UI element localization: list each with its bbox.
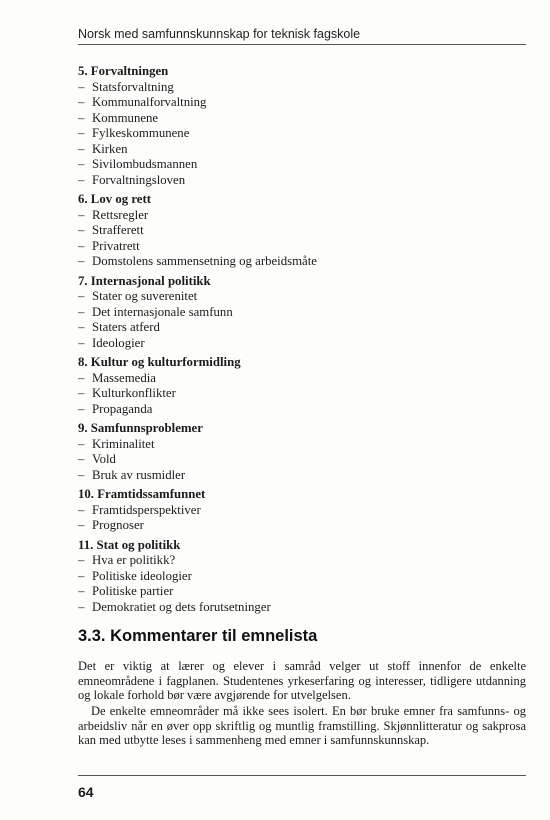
list-item: – Stater og suverenitet [78,289,198,303]
list-item: – Det internasjonale samfunn [78,304,233,319]
running-header: Norsk med samfunnskunnskap for teknisk fagskole [78,27,526,45]
list-item: – Politiske partier [78,584,174,598]
list-item: – Statsforvaltning [78,79,174,94]
list-item: – Ideologier [78,335,145,350]
list-item: – Hva er politikk? [78,553,176,567]
section-10 [78,487,538,534]
section-title: 9. Samfunnsproblemer [78,421,203,435]
section-7 [78,274,538,352]
list-item: – Kommunene [78,110,159,125]
list-item: – Fylkeskommunene [78,126,190,140]
list-item: – Politiske ideologier [78,568,192,583]
list-item: – Vold [78,452,116,466]
section-title: 11. Stat og politikk [78,537,181,552]
body-paragraph: De enkelte emneområder må ikke sees isolert. En bør bruke emner fra samfunns- og arbeidsliv når en øver opp skriftlig og muntlig framstilling. Skjønnlitteratur og sakprosa kan med utbytte leses i sammenheng med emner i samfunnskunnskap. [78,704,526,748]
section-5 [78,64,538,188]
section-8 [78,355,538,417]
list-item: – Kriminalitet [78,436,155,451]
section-title: 8. Kultur og kulturformidling [78,355,241,369]
footer-rule [78,775,526,776]
list-item: – Framtidsperspektiver [78,502,201,517]
list-item: – Sivilombudsmannen [78,157,198,171]
section-title: 10. Framtidssamfunnet [78,487,206,501]
list-item: – Kommunalforvaltning [78,95,207,109]
body-paragraph: Det er viktig at lærer og elever i samråd velger ut stoff innenfor de enkelte emneområdene i fagplanen. Studentenes yrkeserfaring og interesser, tidligere utdanning og lokale forhold bør være avgjørende for utvelgelsen. [78,659,526,703]
topic-list [78,64,538,619]
section-title: 7. Internasjonal politikk [78,273,211,288]
list-item: – Demokratiet og dets forutsetninger [78,599,271,614]
list-item: – Prognoser [78,518,144,532]
list-item: – Massemedia [78,370,156,385]
section-11 [78,538,538,616]
list-item: – Strafferett [78,223,144,237]
list-item: – Rettsregler [78,207,149,222]
list-item: – Domstolens sammensetning og arbeidsmåte [78,254,317,268]
section-6 [78,192,538,270]
list-item: – Staters atferd [78,320,160,334]
section-9 [78,421,538,483]
subsection-heading: 3.3. Kommentarer til emnelista [78,627,318,645]
list-item: – Bruk av rusmidler [78,467,186,482]
list-item: – Kirken [78,141,128,156]
list-item: – Forvaltningsloven [78,172,186,187]
section-title: 6. Lov og rett [78,192,151,206]
list-item: – Privatrett [78,238,140,253]
page-number: 64 [78,784,94,800]
section-title: 5. Forvaltningen [78,64,169,78]
list-item: – Kulturkonflikter [78,386,176,400]
list-item: – Propaganda [78,401,153,416]
